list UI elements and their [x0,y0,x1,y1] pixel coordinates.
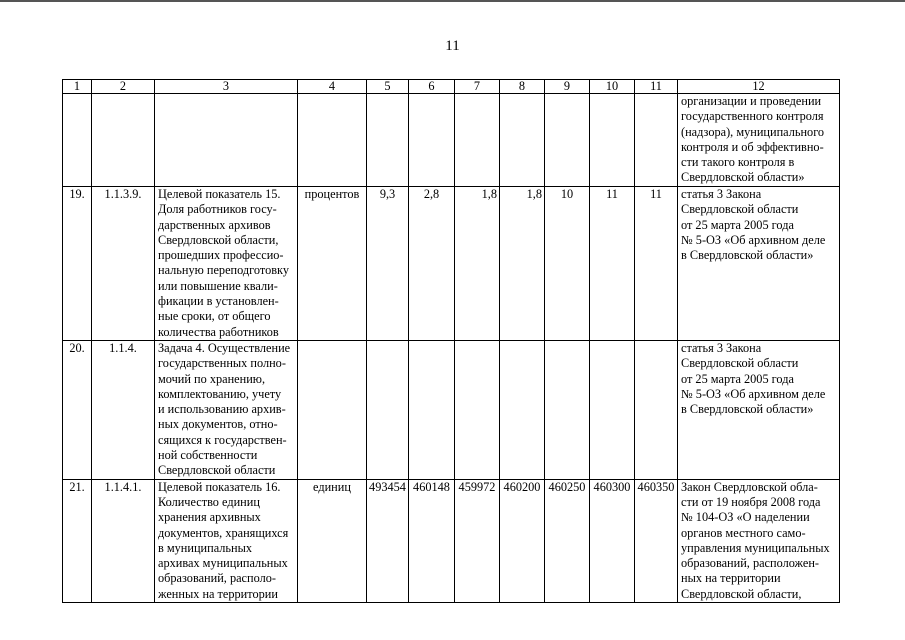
value-cell [455,94,500,187]
row-number: 19. [63,187,92,341]
value-cell: 460300 [590,479,635,602]
row-basis: организации и проведении государственного контроля (надзора), муниципального контроля и об эффективно- сти такого контроля в Свердловской области» [678,94,840,187]
value-cell [590,340,635,479]
header-cell: 4 [298,80,367,94]
row-code [92,94,155,187]
value-cell: 460350 [635,479,678,602]
value-cell: 460250 [545,479,590,602]
value-cell: 493454 [367,479,409,602]
row-name: Целевой показатель 15. Доля работников госу- дарственных архивов Свердловской области, прошедших профессио- нальную переподготовку или повышение квали- фикации в установлен- ные сроки, от общего количества работников [155,187,298,341]
value-cell [455,340,500,479]
scan-edge [0,0,905,2]
row-number: 21. [63,479,92,602]
row-unit [298,340,367,479]
value-cell [545,94,590,187]
row-name [155,94,298,187]
row-basis: статья 3 Закона Свердловской области от 25 марта 2005 года № 5-ОЗ «Об архивном деле в Свердловской области» [678,340,840,479]
header-cell: 5 [367,80,409,94]
value-cell: 460200 [500,479,545,602]
value-cell [409,340,455,479]
row-code: 1.1.4.1. [92,479,155,602]
header-cell: 6 [409,80,455,94]
row-code: 1.1.4. [92,340,155,479]
page-number: 11 [445,38,460,54]
value-cell [409,94,455,187]
header-cell: 8 [500,80,545,94]
row-number: 20. [63,340,92,479]
row-unit: процентов [298,187,367,341]
row-name: Целевой показатель 16. Количество единиц хранения архивных документов, хранящихся в муниципальных архивах муниципальных образований, располо- женных на территории [155,479,298,602]
row-code: 1.1.3.9. [92,187,155,341]
value-cell: 11 [635,187,678,341]
value-cell [635,94,678,187]
value-cell: 1,8 [455,187,500,341]
value-cell: 460148 [409,479,455,602]
value-cell: 9,3 [367,187,409,341]
header-cell: 12 [678,80,840,94]
value-cell [367,94,409,187]
value-cell [500,340,545,479]
row-name: Задача 4. Осуществление государственных полно- мочий по хранению, комплектованию, учету и использованию архив- ных документов, отно- сящихся к государствен- ной собственности Свердловской области [155,340,298,479]
header-cell: 7 [455,80,500,94]
header-cell: 10 [590,80,635,94]
targets-table [62,79,840,603]
value-cell [500,94,545,187]
table-row [63,340,840,479]
value-cell: 1,8 [500,187,545,341]
value-cell [635,340,678,479]
header-cell: 9 [545,80,590,94]
value-cell [590,94,635,187]
value-cell: 459972 [455,479,500,602]
row-unit [298,94,367,187]
header-cell: 3 [155,80,298,94]
row-basis: статья 3 Закона Свердловской области от 25 марта 2005 года № 5-ОЗ «Об архивном деле в Свердловской области» [678,187,840,341]
row-number [63,94,92,187]
value-cell [367,340,409,479]
value-cell [545,340,590,479]
header-cell: 1 [63,80,92,94]
value-cell: 10 [545,187,590,341]
value-cell: 11 [590,187,635,341]
header-cell: 2 [92,80,155,94]
row-unit: единиц [298,479,367,602]
row-basis: Закон Свердловской обла- сти от 19 ноября 2008 года № 104-ОЗ «О наделении органов местного само- управления муниципальных образований, расположен- ных на территории Свердловской области, [678,479,840,602]
table-row [63,187,840,341]
header-row [63,80,840,94]
table-row [63,479,840,602]
value-cell: 2,8 [409,187,455,341]
table-row [63,94,840,187]
header-cell: 11 [635,80,678,94]
